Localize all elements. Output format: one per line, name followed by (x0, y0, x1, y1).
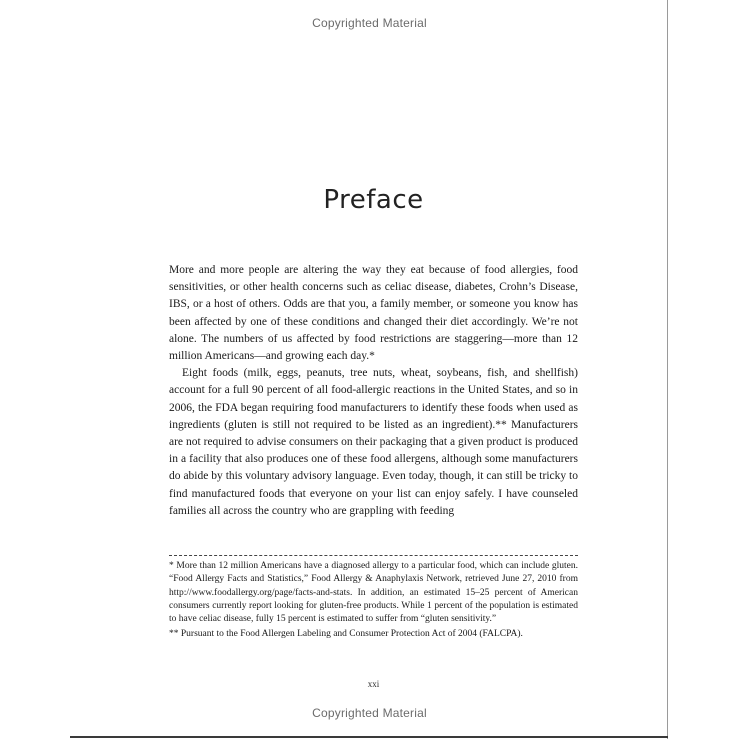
footnote: * More than 12 million Americans have a diagnosed allergy to a particular food, which can include gluten. “Food Allergy Facts and Statistics,” Food Allergy & Anaphylaxis Network, retrieved June 27, 2010 from http://www.foodallergy.org/page/facts-and-stats. In addition, an estimated 15–25 percent of American consumers currently report looking for gluten-free products. While 1 percent of the population is estimated to have celiac disease, fully 15 percent is estimated to suffer from “gluten sensitivity.” (169, 561, 578, 625)
body-text (169, 262, 578, 520)
page-number: xxi (367, 679, 380, 689)
copyright-stamp-bottom: Copyrighted Material (312, 706, 427, 720)
footnote: ** Pursuant to the Food Allergen Labeling and Consumer Protection Act of 2004 (FALCPA). (169, 629, 523, 640)
paragraph: Eight foods (milk, eggs, peanuts, tree nuts, wheat, soybeans, fish, and shellfish) account for a full 90 percent of all food-allergic reactions in the United States, and so in 2006, the FDA began requiring food manufacturers to identify these foods when used as ingredients (gluten is still not required to be listed as an ingredient).** Manufacturers are not required to advise consumers on their packaging that a given product is produced in a facility that also produces one of these food allergens, although some manufacturers do abide by this voluntary advisory language. Even today, though, it can still be tricky to find manufactured foods that everyone on your list can enjoy safely. I have counseled families all across the country who are grappling with feeding (169, 367, 578, 517)
page-edge-bottom (70, 736, 668, 738)
paragraph: More and more people are altering the way they eat because of food allergies, food sensitivities, or other health concerns such as celiac disease, diabetes, Crohn’s Disease, IBS, or a host of others. Odds are that you, a family member, or someone you know has been affected by one of these conditions and changed their diet accordingly. We’re not alone. The numbers of us affected by food restrictions are staggering—more than 12 million Americans—and growing each day.* (169, 264, 578, 363)
footnotes (169, 560, 578, 644)
chapter-title: Preface (323, 185, 424, 216)
page-edge-right (667, 0, 668, 739)
copyright-stamp-top: Copyrighted Material (312, 16, 427, 30)
footnote-divider (169, 555, 578, 556)
